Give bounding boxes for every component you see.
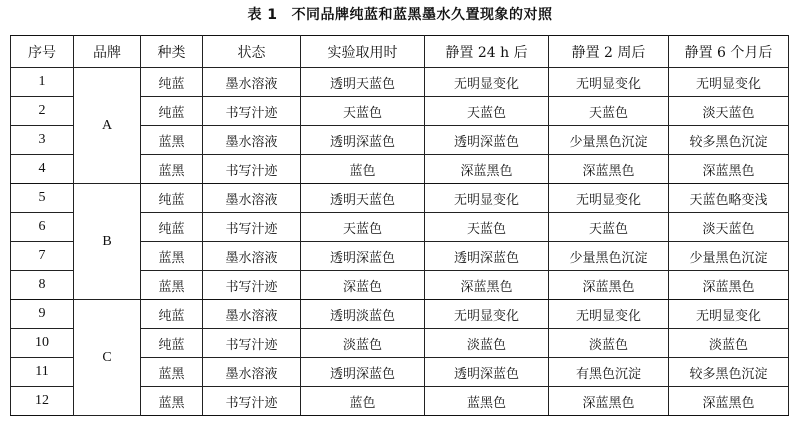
state-cell: 墨水溶液 <box>203 184 301 213</box>
state-cell: 书写汁迹 <box>203 271 301 300</box>
after-24h-cell: 蓝黑色 <box>425 387 549 416</box>
header-after-24h: 静置 24 h 后 <box>425 36 549 68</box>
after-24h-cell: 无明显变化 <box>425 300 549 329</box>
type-cell: 蓝黑 <box>141 358 203 387</box>
row-index: 7 <box>11 242 74 271</box>
type-cell: 蓝黑 <box>141 242 203 271</box>
after-6-months-cell: 天蓝色略变浅 <box>669 184 789 213</box>
after-6-months-cell: 无明显变化 <box>669 300 789 329</box>
type-cell: 蓝黑 <box>141 271 203 300</box>
after-24h-cell: 天蓝色 <box>425 213 549 242</box>
after-24h-cell: 淡蓝色 <box>425 329 549 358</box>
row-index: 6 <box>11 213 74 242</box>
after-24h-cell: 无明显变化 <box>425 184 549 213</box>
header-state: 状态 <box>203 36 301 68</box>
at-sampling-cell: 深蓝色 <box>301 271 425 300</box>
after-2-weeks-cell: 深蓝黑色 <box>549 271 669 300</box>
at-sampling-cell: 透明深蓝色 <box>301 358 425 387</box>
after-6-months-cell: 深蓝黑色 <box>669 155 789 184</box>
after-2-weeks-cell: 淡蓝色 <box>549 329 669 358</box>
at-sampling-cell: 蓝色 <box>301 387 425 416</box>
at-sampling-cell: 天蓝色 <box>301 97 425 126</box>
row-index: 12 <box>11 387 74 416</box>
after-2-weeks-cell: 深蓝黑色 <box>549 155 669 184</box>
state-cell: 墨水溶液 <box>203 126 301 155</box>
brand-cell: C <box>74 300 141 416</box>
type-cell: 纯蓝 <box>141 97 203 126</box>
row-index: 9 <box>11 300 74 329</box>
row-index: 3 <box>11 126 74 155</box>
row-index: 2 <box>11 97 74 126</box>
type-cell: 蓝黑 <box>141 387 203 416</box>
at-sampling-cell: 淡蓝色 <box>301 329 425 358</box>
after-24h-cell: 透明深蓝色 <box>425 126 549 155</box>
after-6-months-cell: 较多黑色沉淀 <box>669 358 789 387</box>
after-6-months-cell: 少量黑色沉淀 <box>669 242 789 271</box>
type-cell: 纯蓝 <box>141 213 203 242</box>
table-row <box>11 300 789 329</box>
after-6-months-cell: 较多黑色沉淀 <box>669 126 789 155</box>
state-cell: 书写汁迹 <box>203 155 301 184</box>
table-title: 不同品牌纯蓝和蓝黑墨水久置现象的对照 <box>291 7 553 23</box>
comparison-table <box>10 35 789 416</box>
row-index: 10 <box>11 329 74 358</box>
header-type: 种类 <box>141 36 203 68</box>
after-2-weeks-cell: 天蓝色 <box>549 97 669 126</box>
table-number: 表 1 <box>247 7 278 23</box>
after-2-weeks-cell: 有黑色沉淀 <box>549 358 669 387</box>
state-cell: 书写汁迹 <box>203 329 301 358</box>
header-row <box>11 36 789 68</box>
after-2-weeks-cell: 无明显变化 <box>549 184 669 213</box>
brand-cell: A <box>74 68 141 184</box>
after-24h-cell: 透明深蓝色 <box>425 242 549 271</box>
at-sampling-cell: 透明淡蓝色 <box>301 300 425 329</box>
after-6-months-cell: 淡天蓝色 <box>669 97 789 126</box>
after-6-months-cell: 深蓝黑色 <box>669 271 789 300</box>
header-at-sampling: 实验取用时 <box>301 36 425 68</box>
row-index: 8 <box>11 271 74 300</box>
after-6-months-cell: 深蓝黑色 <box>669 387 789 416</box>
after-6-months-cell: 淡天蓝色 <box>669 213 789 242</box>
header-index: 序号 <box>11 36 74 68</box>
row-index: 1 <box>11 68 74 97</box>
after-24h-cell: 天蓝色 <box>425 97 549 126</box>
state-cell: 书写汁迹 <box>203 97 301 126</box>
header-after-6-months: 静置 6 个月后 <box>669 36 789 68</box>
header-after-2-weeks: 静置 2 周后 <box>549 36 669 68</box>
header-brand: 品牌 <box>74 36 141 68</box>
after-24h-cell: 深蓝黑色 <box>425 271 549 300</box>
state-cell: 书写汁迹 <box>203 387 301 416</box>
after-2-weeks-cell: 天蓝色 <box>549 213 669 242</box>
state-cell: 墨水溶液 <box>203 242 301 271</box>
after-2-weeks-cell: 少量黑色沉淀 <box>549 242 669 271</box>
at-sampling-cell: 蓝色 <box>301 155 425 184</box>
state-cell: 墨水溶液 <box>203 68 301 97</box>
after-2-weeks-cell: 无明显变化 <box>549 300 669 329</box>
table-row <box>11 68 789 97</box>
type-cell: 蓝黑 <box>141 126 203 155</box>
at-sampling-cell: 天蓝色 <box>301 213 425 242</box>
type-cell: 纯蓝 <box>141 329 203 358</box>
after-6-months-cell: 淡蓝色 <box>669 329 789 358</box>
after-24h-cell: 无明显变化 <box>425 68 549 97</box>
state-cell: 书写汁迹 <box>203 213 301 242</box>
state-cell: 墨水溶液 <box>203 358 301 387</box>
at-sampling-cell: 透明天蓝色 <box>301 184 425 213</box>
at-sampling-cell: 透明深蓝色 <box>301 126 425 155</box>
after-24h-cell: 透明深蓝色 <box>425 358 549 387</box>
type-cell: 纯蓝 <box>141 68 203 97</box>
at-sampling-cell: 透明天蓝色 <box>301 68 425 97</box>
after-2-weeks-cell: 少量黑色沉淀 <box>549 126 669 155</box>
after-6-months-cell: 无明显变化 <box>669 68 789 97</box>
after-24h-cell: 深蓝黑色 <box>425 155 549 184</box>
table-row <box>11 184 789 213</box>
row-index: 5 <box>11 184 74 213</box>
after-2-weeks-cell: 无明显变化 <box>549 68 669 97</box>
type-cell: 纯蓝 <box>141 184 203 213</box>
at-sampling-cell: 透明深蓝色 <box>301 242 425 271</box>
table-caption <box>0 6 800 24</box>
after-2-weeks-cell: 深蓝黑色 <box>549 387 669 416</box>
row-index: 11 <box>11 358 74 387</box>
brand-cell: B <box>74 184 141 300</box>
row-index: 4 <box>11 155 74 184</box>
type-cell: 蓝黑 <box>141 155 203 184</box>
type-cell: 纯蓝 <box>141 300 203 329</box>
state-cell: 墨水溶液 <box>203 300 301 329</box>
